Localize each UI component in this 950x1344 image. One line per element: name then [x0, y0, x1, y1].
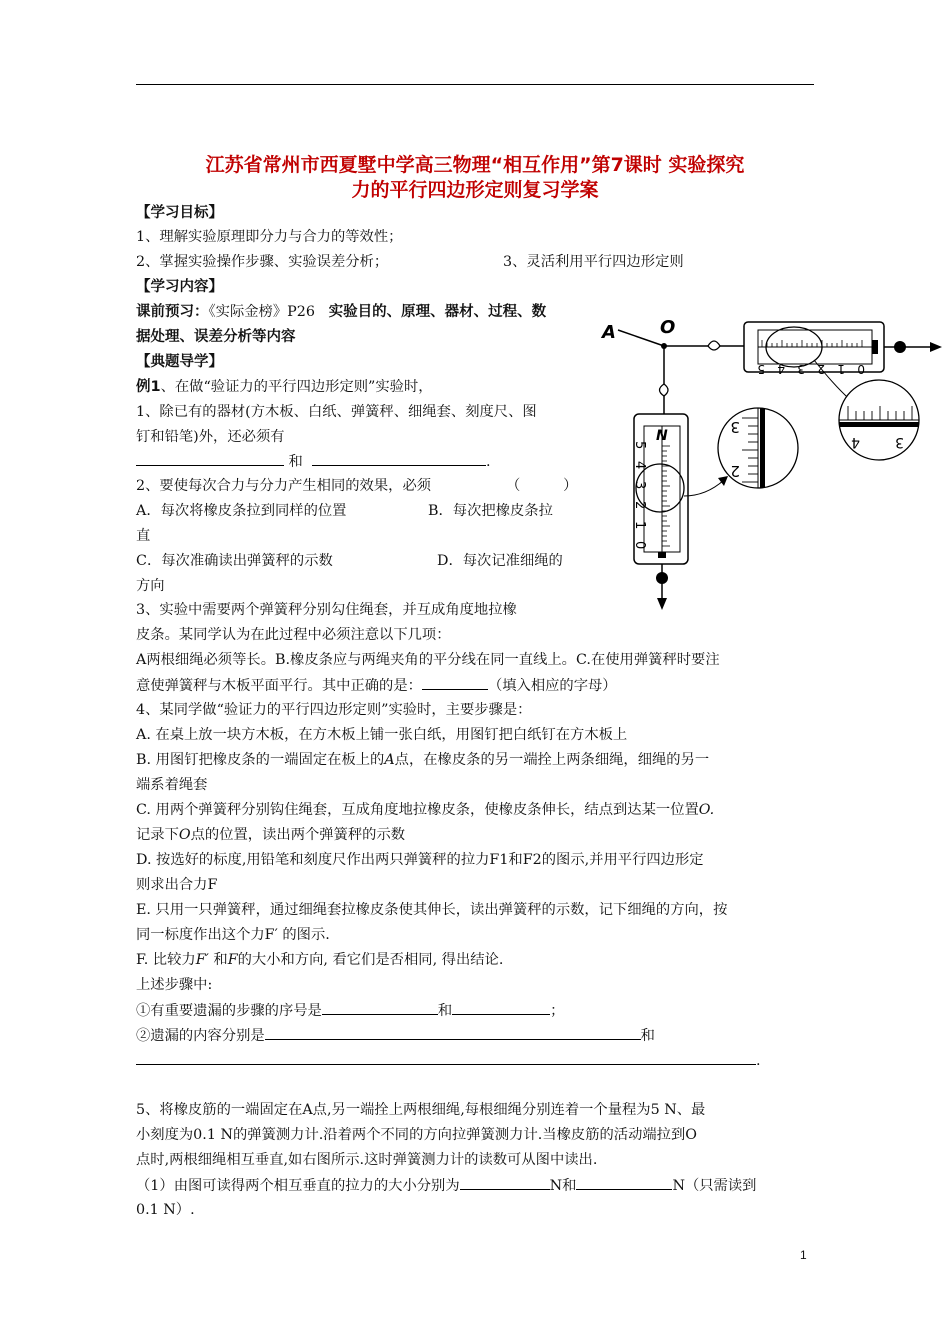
preview-line1: [136, 302, 546, 322]
q4-sub1-text: ①有重要遗漏的步骤的序号是: [136, 1003, 322, 1019]
scale-label: 0: [857, 362, 865, 376]
q2-option-d: D．每次记准细绳的: [437, 553, 563, 569]
q4-step-d-cont: 则求出合力F: [136, 877, 218, 893]
preview-ref: 《实际金榜》P26: [208, 304, 315, 320]
q1-and: 和: [288, 454, 303, 470]
q2-option-c: C．每次准确读出弹簧秤的示数: [136, 553, 333, 569]
vertical-magnifier: [718, 408, 798, 488]
q1-line-b: 钉和铅笔)外，还必须有: [136, 429, 285, 445]
scale-label: 5: [632, 441, 647, 450]
example1-intro: 、在做“验证力的平行四边形定则”实验时，: [160, 379, 433, 395]
q4-step-f-text2: 的大小和方向, 看它们是否相同, 得出结论.: [237, 952, 504, 968]
q2-option-a: A．每次将橡皮条拉到同样的位置: [136, 503, 347, 519]
unit-label: N: [656, 428, 668, 444]
q4-sub2-and: 和: [640, 1028, 655, 1044]
q3-line-a: 3、实验中需要两个弹簧秤分别勾住绳套，并互成角度地拉橡: [136, 602, 517, 618]
q4-step-f-text: F. 比较力: [136, 952, 196, 968]
q4-step-c-text: C. 用两个弹簧秤分别钩住绳套，互成角度地拉橡皮条，使橡皮条伸长，结点到达某一位置: [136, 802, 699, 818]
point-o-label: O: [178, 827, 191, 843]
scale-label: 3: [797, 362, 805, 376]
q5-line-b: 小刻度为0.1 N的弹簧测力计.沿着两个不同的方向拉弹簧测力计.当橡皮筋的活动端拉到O: [136, 1127, 697, 1143]
q4-sub2-end: .: [756, 1053, 761, 1069]
q4-sub2: [136, 1025, 655, 1046]
horizontal-spring-balance: [744, 322, 884, 376]
q2-option-d-cont: 方向: [136, 578, 165, 594]
answer-blank[interactable]: [422, 675, 488, 690]
magnified-label: 2: [730, 462, 740, 480]
q4-step-b-text2: 点，在橡皮条的另一端拴上两条细绳，细绳的另一: [394, 752, 710, 768]
header-rule: [136, 84, 814, 85]
q5-line-a: 5、将橡皮筋的一端固定在A点,另一端拴上两根细绳,每根细绳分别连着一个量程为5 N、最: [136, 1102, 706, 1118]
answer-blank[interactable]: [576, 1175, 672, 1190]
answer-blank[interactable]: [460, 1175, 550, 1190]
content-header: 【学习内容】: [136, 279, 223, 295]
q4-step-c: [136, 800, 714, 820]
preview-line2: 据处理、误差分析等内容: [136, 329, 296, 345]
q4-step-e-cont: 同一标度作出这个力F′ 的图示.: [136, 927, 330, 943]
answer-blank[interactable]: [136, 451, 284, 466]
q4-step-c-text3: 点的位置，读出两个弹簧秤的示数: [190, 827, 406, 843]
pull-ring: [656, 572, 668, 584]
q4-summary: 上述步骤中:: [136, 977, 213, 993]
arrow-icon: [718, 476, 728, 486]
example1-intro-line: [136, 377, 433, 397]
q4-sub2-text: ②遗漏的内容分别是: [136, 1028, 265, 1044]
point-a-label: A: [602, 322, 616, 343]
q4-step-c-text2: 记录下: [136, 827, 179, 843]
magnified-label: 3: [730, 418, 740, 436]
point-o-label: O.: [698, 802, 715, 818]
scale-label: 3: [632, 481, 647, 490]
q4-sub1: [136, 1000, 564, 1021]
q5-prompt: （1）由图可读得两个相互垂直的拉力的大小分别为: [136, 1178, 460, 1194]
answer-blank[interactable]: [322, 1000, 438, 1015]
goal-3: 3、灵活利用平行四边形定则: [503, 254, 684, 270]
q5-line-d: [136, 1175, 756, 1196]
arrow-right-icon: [930, 342, 942, 352]
q4-stem: 4、某同学做“验证力的平行四边形定则”实验时，主要步骤是：: [136, 702, 532, 718]
q3-line-c: A两根细绳必须等长。B.橡皮条应与两绳夹角的平分线在同一直线上。C.在使用弹簧秤时要注: [136, 652, 720, 668]
answer-blank[interactable]: [452, 1000, 550, 1015]
q4-step-c-cont: [136, 825, 405, 845]
hook-icon: [708, 341, 720, 350]
point-o-label: O: [660, 317, 676, 338]
q3-tail: （填入相应的字母）: [487, 678, 617, 694]
scale-label: 2: [632, 501, 647, 510]
q4-step-b-text: B. 用图钉把橡皮条的一端固定在板上的: [136, 752, 385, 768]
q5-line-e: 0.1 N）.: [136, 1202, 195, 1218]
example1-label: 例1: [136, 379, 161, 395]
q2-option-b-cont: 直: [136, 528, 151, 544]
magnify-pointer: [684, 480, 724, 496]
q3-line-d: [136, 675, 617, 696]
preview-tail1: 实验目的、原理、器材、过程、数: [328, 304, 547, 320]
q4-step-b-cont: 端系着绳套: [136, 777, 208, 793]
spring-balance-figure: [596, 300, 946, 620]
answer-blank[interactable]: [265, 1025, 641, 1040]
scale-label: 5: [757, 362, 765, 376]
arrow-down-icon: [657, 598, 667, 610]
rubber-band-line: [618, 330, 664, 346]
scale-label: 2: [817, 362, 825, 376]
horizontal-magnifier: [839, 380, 919, 460]
q3-prompt: 意使弹簧秤与木板平面平行。其中正确的是：: [136, 678, 422, 694]
goal-1: 1、理解实验原理即分力与合力的等效性；: [136, 229, 403, 245]
answer-blank[interactable]: [136, 1050, 756, 1065]
scale-label: 0: [632, 541, 647, 550]
scale-label: 1: [837, 362, 845, 376]
q2-option-b: B．每次把橡皮条拉: [428, 503, 553, 519]
q1-line-a: 1、除已有的器材(方木板、白纸、弹簧秤、细绳套、刻度尺、图: [136, 404, 537, 420]
preview-label: 课前预习：: [136, 304, 209, 320]
hook-icon: [660, 384, 669, 396]
pull-ring: [894, 341, 906, 353]
q4-step-e: E. 只用一只弹簧秤，通过细绳套拉橡皮条使其伸长，读出弹簧秤的示数，记下细绳的方向，按: [136, 902, 728, 918]
q1-blanks: [136, 451, 490, 472]
magnified-label: 3: [895, 434, 904, 450]
document-title-line2: 力的平行四边形定则复习学案: [351, 179, 599, 201]
document-title-line1: 江苏省常州市西夏墅中学高三物理“相互作用”第7课时 实验探究: [205, 154, 745, 176]
q4-step-b: [136, 750, 709, 770]
scale-label: 4: [632, 461, 647, 470]
force-f: F: [227, 952, 238, 968]
magnified-label: 4: [851, 434, 860, 450]
page-number: 1: [800, 1248, 807, 1262]
guide-header: 【典题导学】: [136, 354, 223, 370]
q4-sub1-end: ；: [550, 1003, 565, 1019]
q5-unit-and: N和: [549, 1178, 577, 1194]
q4-step-f: [136, 950, 503, 970]
q2-answer-paren[interactable]: （ ）: [506, 478, 578, 494]
point-a-label: A: [384, 752, 395, 768]
q4-step-f-and: 和: [213, 952, 228, 968]
force-f-prime: F′: [195, 952, 209, 968]
answer-blank[interactable]: [312, 451, 486, 466]
q4-step-d: D. 按选好的标度,用铅笔和刻度尺作出两只弹簧秤的拉力F1和F2的图示,并用平行四边形定: [136, 852, 704, 868]
q2-stem: 2、要使每次合力与分力产生相同的效果，必须: [136, 478, 432, 494]
q5-line-c: 点时,两根细绳相互垂直,如右图所示.这时弹簧测力计的读数可从图中读出.: [136, 1152, 598, 1168]
q3-line-b: 皮条。某同学认为在此过程中必须注意以下几项：: [136, 627, 451, 643]
q5-tail: N（只需读到: [672, 1178, 757, 1194]
goals-header: 【学习目标】: [136, 205, 223, 221]
scale-label: 4: [777, 362, 785, 376]
q4-sub2-cont: [136, 1050, 761, 1071]
q4-step-a: A. 在桌上放一块方木板，在方木板上铺一张白纸，用图钉把白纸钉在方木板上: [136, 727, 628, 743]
vertical-spring-balance: [632, 414, 688, 564]
goal-2: 2、掌握实验操作步骤、实验误差分析；: [136, 254, 389, 270]
q1-end: .: [485, 454, 491, 470]
scale-label: 1: [632, 521, 647, 530]
q4-sub1-and: 和: [437, 1003, 453, 1019]
